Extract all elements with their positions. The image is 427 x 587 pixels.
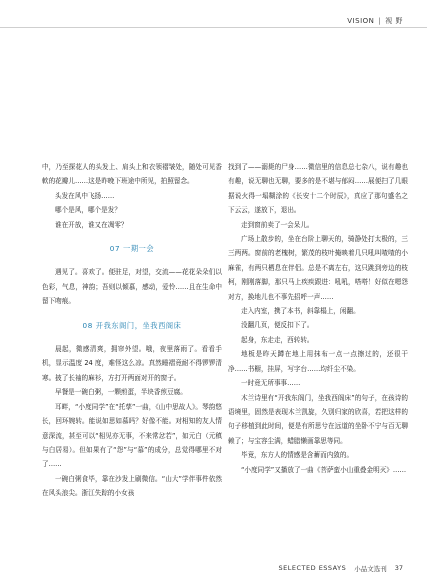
paragraph: 走入内室，携了本书，斜靠榻上，闲翻。 [241,307,360,316]
page-number: 37 [394,564,403,572]
paragraph: 遇见了。喜欢了。便驻足，对望，交流——花花朵朵们以色彩，气息，神韵；吾则以倾慕，感动，爱怜……且在生命中留下吻痕。 [42,268,222,306]
paragraph: 头发在风中飞扬…… [55,191,115,200]
page-footer [279,564,403,573]
paragraph: 中，乃至探花人的头发上、肩头上和衣领褶皱处，随处可见香軟的花瓣儿……这是昨晚下班途中所见，拍照留念。 [42,163,222,186]
paragraph: 没翻几页，便反扣下了。 [241,321,314,330]
paragraph: 哪个是风，哪个是发？ [55,206,121,215]
paragraph: 起身，东走走，西转转。 [241,335,314,344]
section-header [347,16,403,26]
paragraph: “小度同学”又播放了一曲《菩萨蛮小山重叠金明灭》…… [241,465,407,474]
left-column [42,160,222,501]
paragraph: 耳畔，“小度同学”在“托孳”一曲，《山中思故人》。琴韵悠长，回环婉转。能说如思如慕吗？好像不能。对相知的友人情意深流，甚至可以“相见亦无事，不来常忿若”，如元白（元稹与白居易）。但如果有了“怨”与“慕”的成分，总觉得哪里不对了…… [42,402,222,469]
section-label-en: VISION [347,17,375,25]
section-label-cn: 视 野 [385,17,403,25]
paragraph: 晨起，微感清爽，拥帘外望。哦，夜里落雨了。看看手机，显示温度 24 度，难怪这么凉。真然睡褶竟耐不得锣锣清寒。披了长袖的麻衫，方打开两面对开的窗子。 [42,345,222,382]
paragraph: 一时竟无所事事…… [241,379,301,388]
paragraph: 广场上散步的，坐在台阶上聊天的，骑静处打太极的，三三两两。窗前的老槐树，繁茂的枝叶掩映着几只吼叫喳喳的小麻雀，有两只栖息在伴侣。总是不离左右，这只跳到旁边的枝柯，刚刚落脚，那只马上疾疾跟进：吼吼，嗒嗒！好似在嗯怨对方，换地儿也不事先招呼一声…… [228,235,408,301]
paragraph: 早餐是一碗白粥，一颗煎蛋，半块香煎豆腐。 [55,388,187,397]
section-title: 08 开我东阁门，坐我西阁床 [82,320,182,330]
paragraph: 走到窗前卖了一会呆儿。 [241,220,314,229]
header-separator: | [378,17,382,25]
section-title: 07 一期一会 [109,244,155,254]
header-rule [0,27,427,28]
paragraph: 毕竟，东方人的情感是含蓄而内敛的。 [241,451,354,460]
paragraph: 找到了——溺毙的尸身……微信里的信息总七杂八，说有趣也有趣，说无聊也无聊，要多的是不堪与郁闷……展便扫了几眼据说火得一塌糊涂的《长安十二个时辰》，真应了那句盛名之下云云，遂放下，退出。 [228,163,408,215]
magazine-name-cn: 小品文选刊 [354,565,387,573]
paragraph: 地板是昨天蹲在地上用抹布一点一点擦过的，还很干净……书橱，挂屏，写字台……均纤尘不染。 [228,350,408,373]
paragraph: 谁在开放，谁又在凋零？ [55,220,128,229]
right-column [228,160,408,477]
magazine-name-en: SELECTED ESSAYS [278,564,347,572]
paragraph: 木兰诗里有“开我东阁门，坐我西阁床”的句子，在孩诗的语境里，固然是表现木兰凯旋，久别归家的欣喜，若把这样的句子移植到此时间，便是有所思兮在远道的坐卧不宁与百无聊赖了；与宝容尘满，蜡腊懒画靠思等同。 [228,393,408,445]
paragraph: 一碗白粥食毕，靠在沙发上刷微信。“山大”学伴事件依然在风头浪尖。浙江失踪的小女孩 [42,474,222,498]
